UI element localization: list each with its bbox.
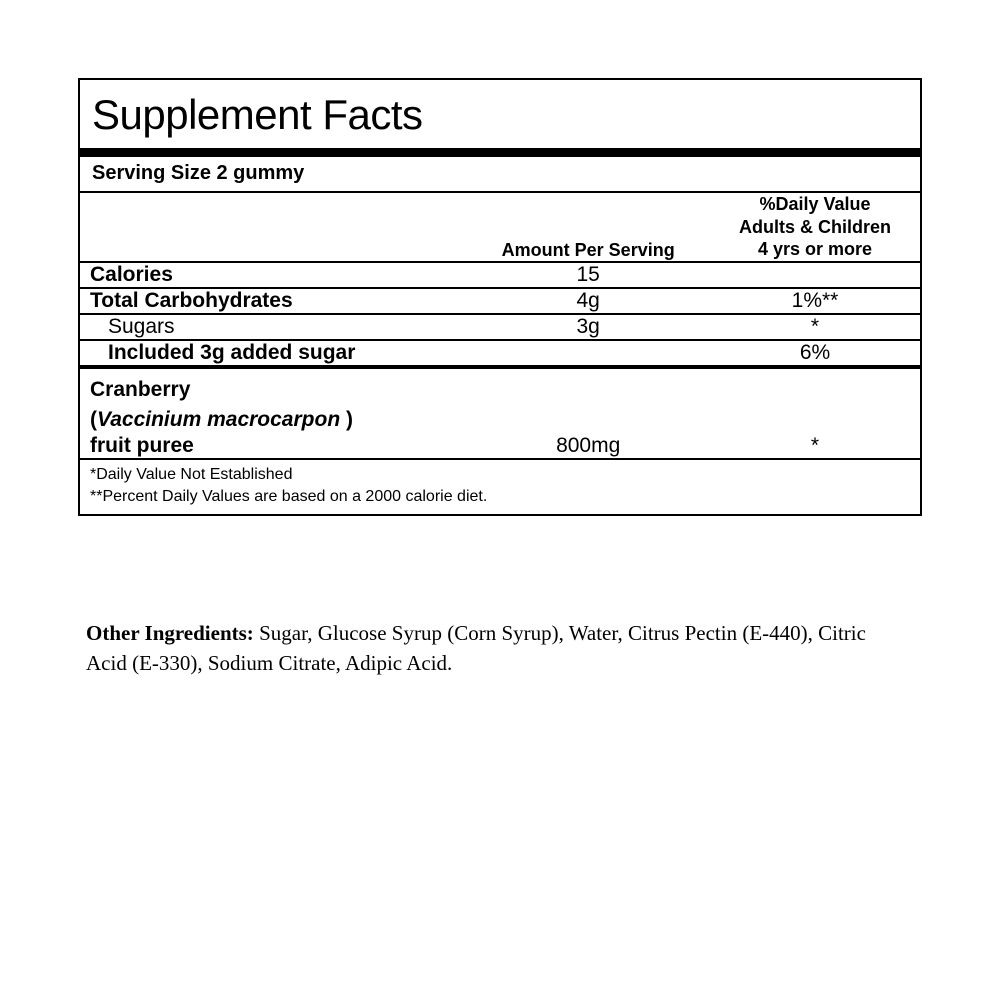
row-dv-added-sugar: 6% — [799, 340, 831, 364]
ingredient-amount-row — [80, 434, 920, 458]
row-amount-total-carbohydrates: 4g — [576, 288, 600, 312]
other-ingredients-heading: Other Ingredients: — [86, 621, 254, 645]
other-ingredients-text: Sugar, Glucose Syrup (Corn Syrup), Water, Citrus Pectin (E-440), Citric Acid (E-330), Sodium Citrate, Adipic Acid. — [86, 621, 866, 676]
divider-thick-top — [80, 148, 920, 157]
ingredient-name-line2 — [90, 405, 920, 435]
row-label-total-carbohydrates: Total Carbohydrates — [90, 288, 293, 312]
ingredient-amount: 800mg — [556, 434, 621, 458]
row-label-sugars: Sugars — [108, 314, 175, 338]
header-daily-value — [710, 193, 920, 262]
table-row — [80, 315, 920, 340]
page-title: Supplement Facts — [92, 91, 423, 138]
footnote-percent-daily-values: **Percent Daily Values are based on a 2000 calorie diet. — [90, 487, 488, 505]
header-daily-value-line2: Adults & Children — [738, 216, 891, 237]
table-row — [80, 263, 920, 288]
ingredient-latin-name: Vaccinium macrocarpon — [97, 407, 341, 431]
ingredient-name-line3: fruit puree — [90, 434, 194, 458]
header-daily-value-line3: 4 yrs or more — [757, 239, 873, 260]
ingredient-paren-close: ) — [340, 407, 353, 431]
row-label-calories: Calories — [90, 262, 173, 286]
ingredient-name-line1: Cranberry — [90, 377, 191, 401]
serving-size: Serving Size 2 gummy — [92, 162, 305, 185]
row-label-added-sugar: Included 3g added sugar — [108, 340, 356, 364]
header-amount-per-serving: Amount Per Serving — [501, 239, 675, 260]
footnotes — [80, 460, 920, 513]
nutrition-table — [80, 193, 920, 365]
row-amount-added-sugar — [466, 341, 710, 365]
row-amount-calories: 15 — [576, 262, 600, 286]
ingredient-block — [80, 369, 920, 435]
row-amount-sugars: 3g — [576, 314, 600, 338]
footnote-daily-value-not-established: *Daily Value Not Established — [90, 466, 293, 484]
supplement-facts-panel — [78, 78, 922, 516]
row-dv-sugars: * — [810, 314, 820, 338]
header-daily-value-line1: %Daily Value — [759, 194, 871, 215]
header-blank — [80, 193, 466, 262]
row-dv-calories — [710, 263, 920, 288]
ingredient-dv: * — [810, 434, 820, 458]
table-row — [80, 289, 920, 314]
other-ingredients-section — [86, 618, 896, 679]
table-header-row — [80, 193, 920, 262]
ingredient-paren-open: ( — [90, 407, 97, 431]
table-row — [80, 341, 920, 365]
row-dv-total-carbohydrates: 1%** — [791, 288, 839, 312]
